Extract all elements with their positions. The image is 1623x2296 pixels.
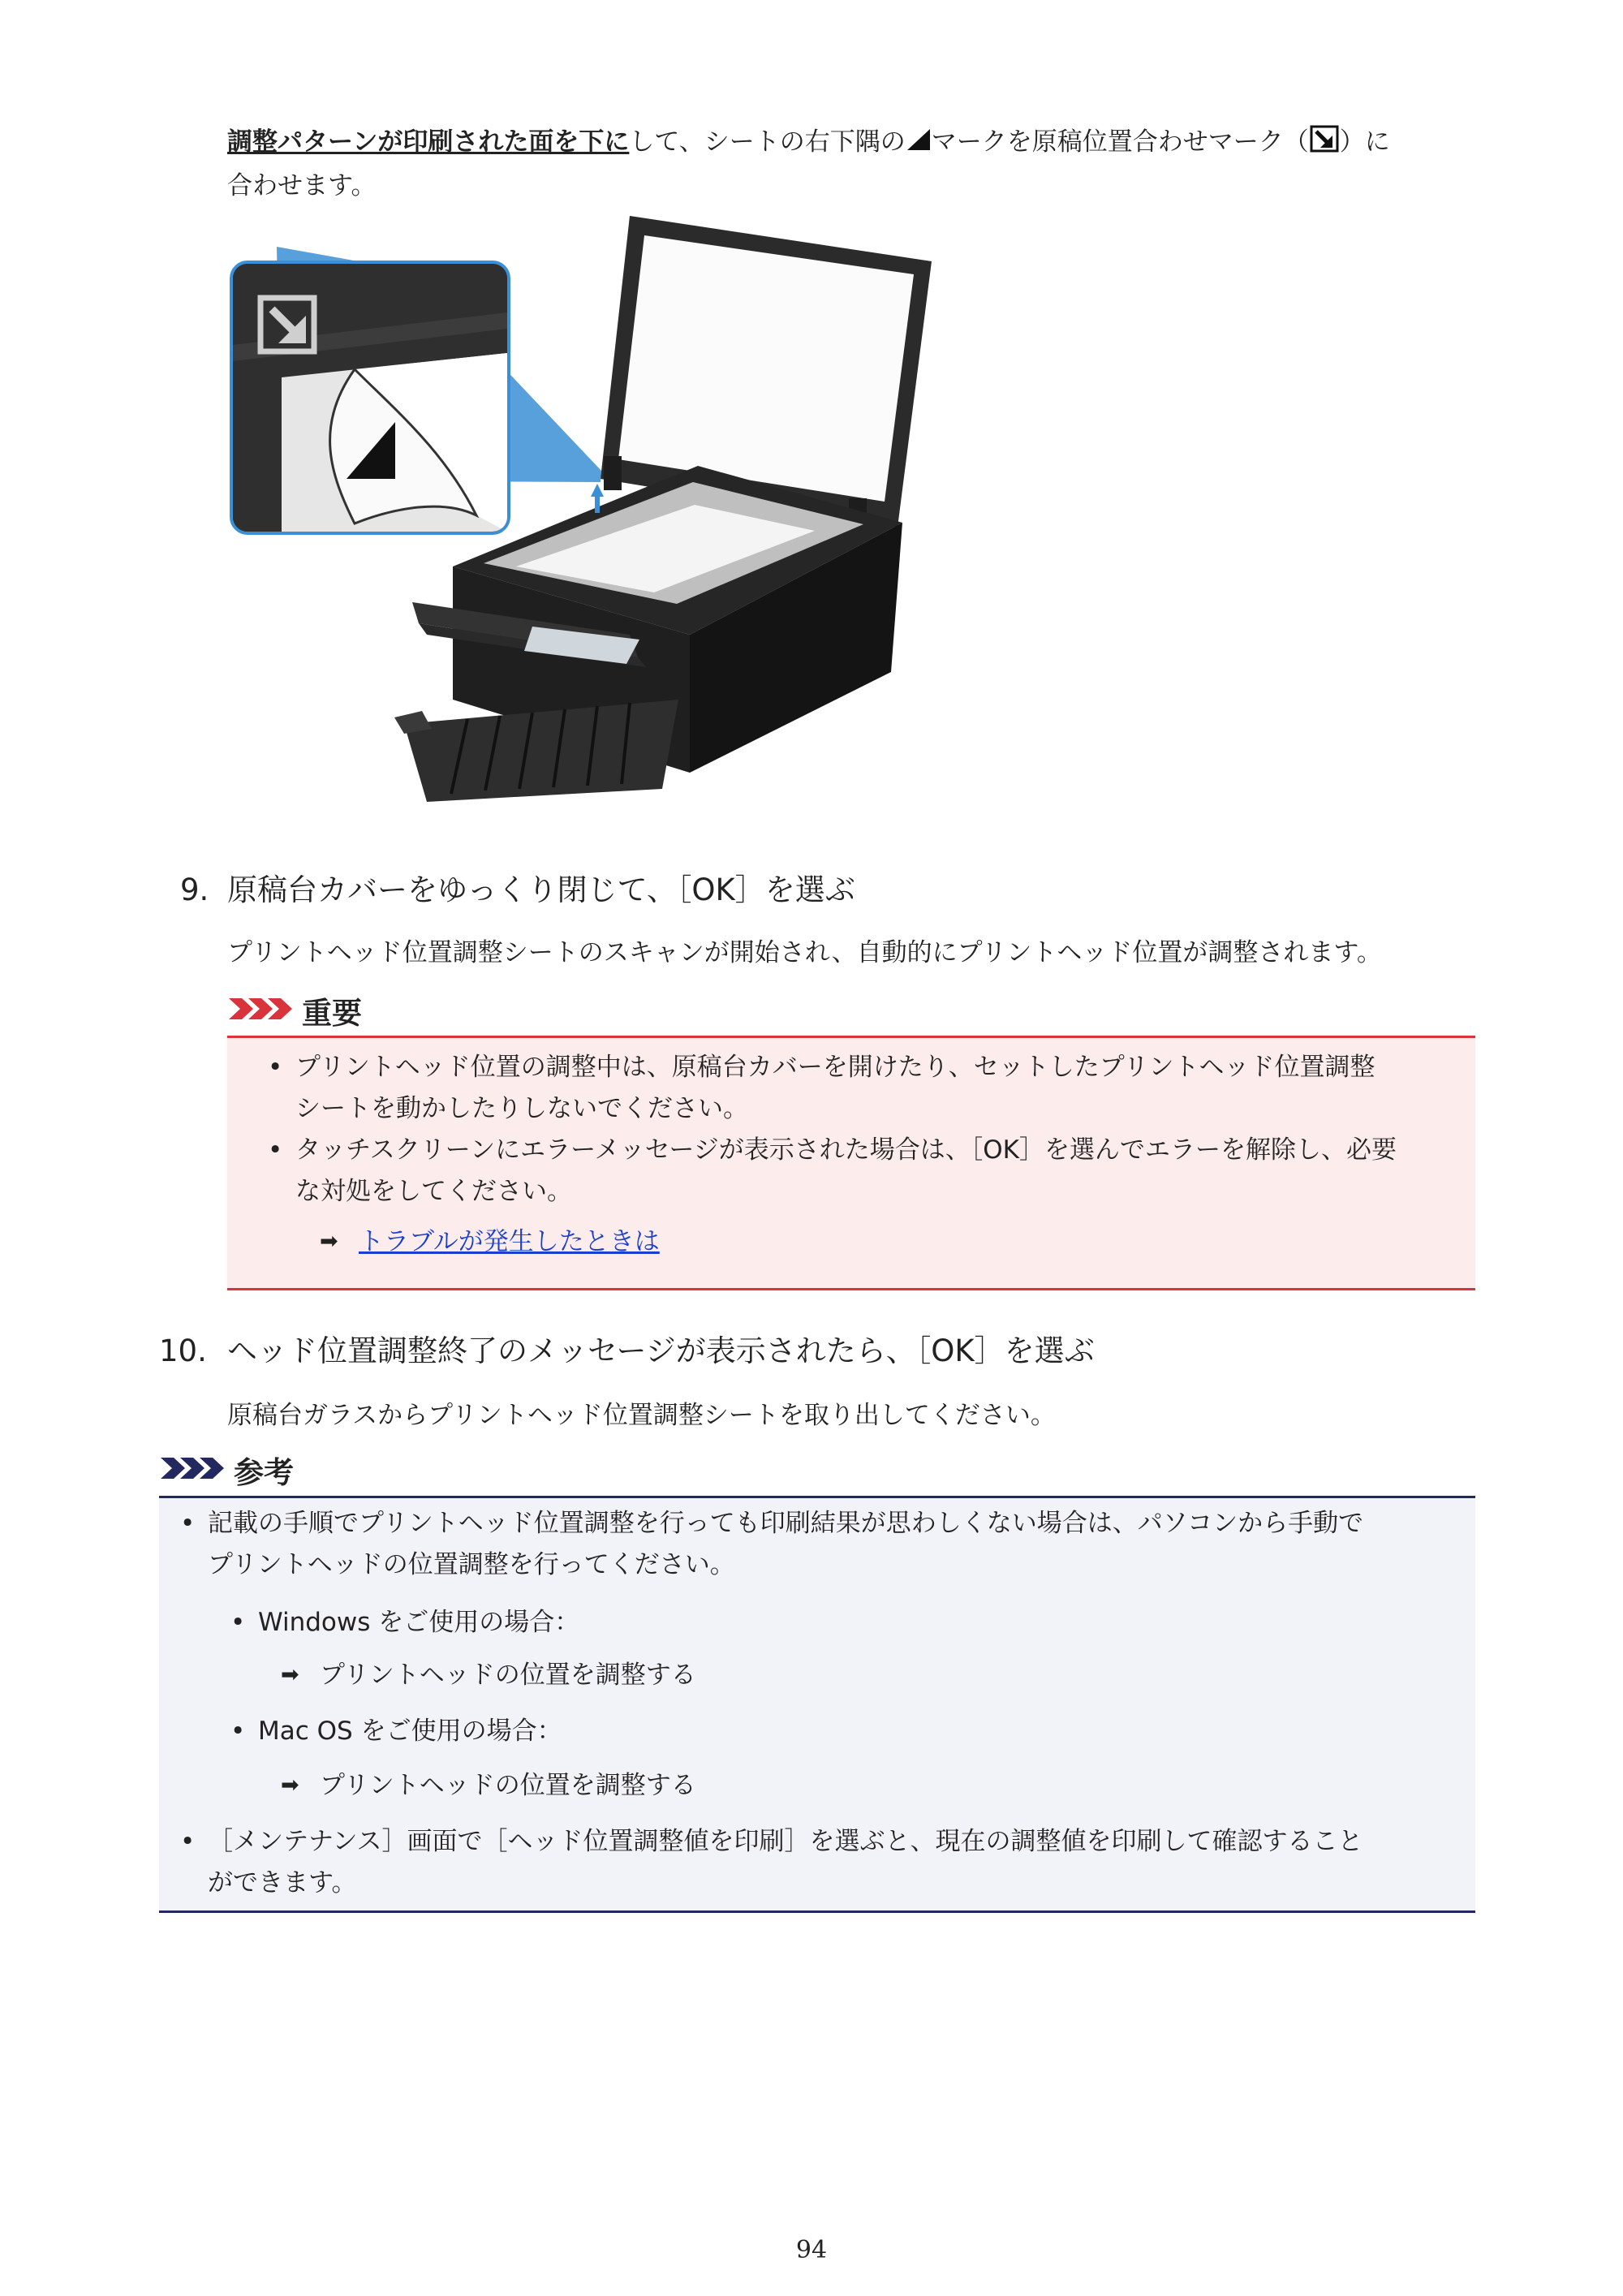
intro-text-b: マークを原稿位置合わせマーク（: [931, 127, 1309, 157]
intro-text-a: して、シートの右下隅の: [629, 127, 906, 157]
important-label: 重要: [302, 996, 362, 1031]
zoom-inset: [230, 261, 510, 535]
step-9-title: 原稿台カバーをゆっくり閉じて、［OK］を選ぶ: [227, 872, 855, 907]
bullet-dot: •: [268, 1135, 283, 1165]
bullet-dot: •: [230, 1608, 246, 1637]
step-9-number: 9.: [180, 872, 209, 907]
note-bullet-2-line-2: ができます。: [208, 1868, 357, 1898]
important-bullet-1: [268, 1047, 1469, 1130]
bullet-dot: •: [180, 1509, 196, 1538]
important-bullet-1-line-2: シートを動かしたりしないでください。: [295, 1094, 748, 1123]
right-arrow-icon: ➡: [281, 1662, 299, 1687]
note-chevrons-icon: [161, 1454, 226, 1485]
important-bullet-1-line-1: プリントヘッド位置の調整中は、原稿台カバーを開けたり、セットしたプリントヘッド位置調整: [295, 1053, 1375, 1082]
important-chevrons-icon: [229, 995, 294, 1026]
important-bullet-2-line-2: な対処をしてください。: [295, 1177, 572, 1206]
note-bullet-2: [180, 1821, 1470, 1904]
note-bullet-1-line-1: 記載の手順でプリントヘッド位置調整を行っても印刷結果が思わしくない場合は、パソコンから手動で: [208, 1509, 1364, 1538]
page-number: 94: [795, 2236, 828, 2264]
right-arrow-icon: ➡: [320, 1229, 338, 1254]
right-arrow-icon: ➡: [281, 1773, 299, 1798]
note-bullet-1-line-2: プリントヘッドの位置調整を行ってください。: [208, 1550, 735, 1579]
bullet-dot: •: [230, 1717, 246, 1746]
note-bullet-1: [180, 1503, 1470, 1586]
windows-adjust-link[interactable]: プリントヘッドの位置を調整する: [320, 1661, 696, 1690]
bullet-dot: •: [180, 1827, 196, 1856]
intro-text-c: ）に: [1339, 127, 1390, 157]
step-10-number: 10.: [159, 1333, 207, 1368]
note-sub-windows: [230, 1602, 961, 1643]
trouble-link[interactable]: トラブルが発生したときは: [359, 1227, 660, 1256]
mac-adjust-link[interactable]: プリントヘッドの位置を調整する: [320, 1771, 696, 1800]
intro-line-2: 合わせます。: [227, 171, 377, 200]
note-sub-windows-label: Windows をご使用の場合：: [258, 1608, 580, 1637]
important-bullet-2-line-1: タッチスクリーンにエラーメッセージが表示された場合は、［OK］を選んでエラーを解除し、必要: [295, 1135, 1397, 1165]
step-10-body: 原稿台ガラスからプリントヘッド位置調整シートを取り出してください。: [227, 1401, 1056, 1430]
bullet-dot: •: [268, 1053, 283, 1082]
important-bullet-2: [268, 1130, 1469, 1213]
note-sub-mac: [230, 1711, 961, 1752]
alignment-mark-icon: [1309, 123, 1340, 153]
note-sub-mac-label: Mac OS をご使用の場合：: [258, 1717, 562, 1746]
triangle-mark-icon: [906, 122, 932, 146]
note-label: 参考: [234, 1455, 294, 1490]
alignment-mark-inset-icon: [260, 298, 314, 351]
step-9-body: プリントヘッド位置調整シートのスキャンが開始され、自動的にプリントヘッド位置が調整されます。: [227, 938, 1382, 967]
step-10-title: ヘッド位置調整終了のメッセージが表示されたら、［OK］を選ぶ: [227, 1333, 1095, 1368]
intro-bold-text: 調整パターンが印刷された面を下に: [227, 127, 630, 157]
intro-line-1: [227, 120, 1390, 164]
note-bullet-2-line-1: ［メンテナンス］画面で［ヘッド位置調整値を印刷］を選ぶと、現在の調整値を印刷して確認すること: [208, 1827, 1363, 1856]
